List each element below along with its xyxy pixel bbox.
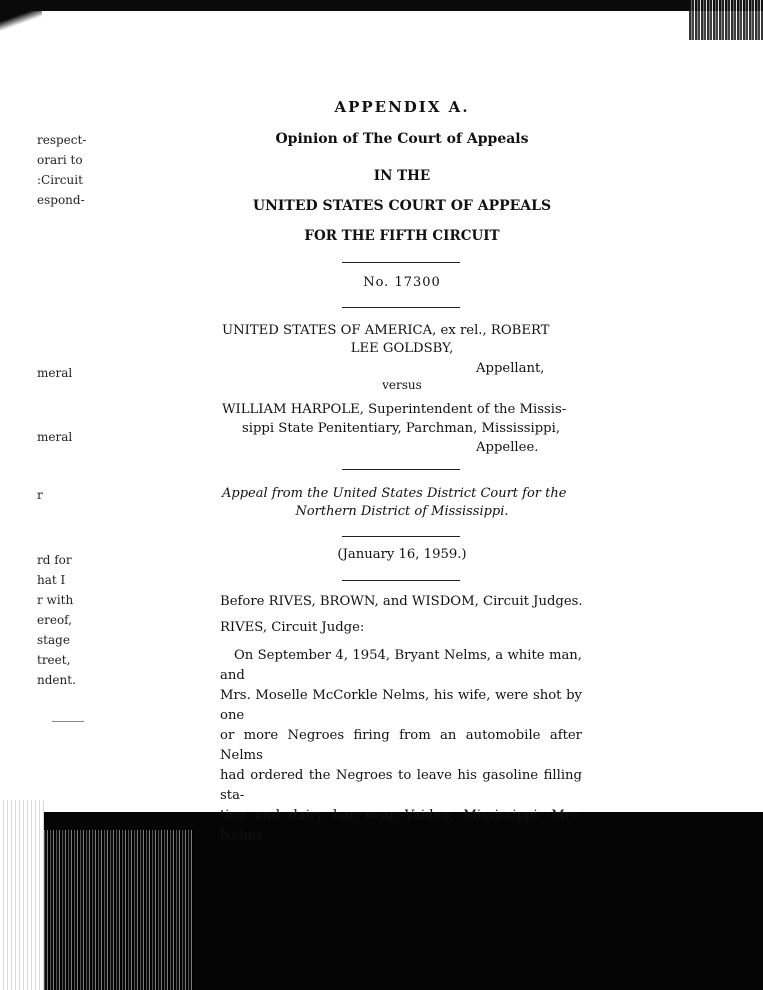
margin-line: ndent. (37, 673, 76, 687)
margin-note-meral-1: meral (37, 366, 73, 380)
margin-line: r with (37, 593, 74, 607)
margin-line: respect- (37, 133, 87, 147)
appendix-heading (212, 98, 592, 116)
party-defendant-line-1: WILLIAM HARPOLE, Superintendent of the Missis- (222, 402, 567, 417)
scan-bottom-streak (44, 830, 194, 990)
appellee-label: Appellee. (476, 440, 539, 455)
paragraph-line: tion and dairy bar near Vaiden, Mississippi. Mrs. Nelms (220, 808, 582, 843)
margin-note-meral-2: meral (37, 430, 73, 444)
scan-right-edge (689, 0, 763, 40)
party-defendant-line-2: sippi State Penitentiary, Parchman, Mississippi, (242, 421, 561, 436)
appendix-title: APPENDIX A. (334, 98, 470, 116)
margin-line: rd for (37, 553, 72, 567)
margin-line: espond- (37, 193, 85, 207)
circuit-name: FOR THE FIFTH CIRCUIT (304, 228, 500, 244)
paragraph-line: or more Negroes firing from an automobile after Nelms (220, 728, 582, 763)
court-name: UNITED STATES COURT OF APPEALS (252, 198, 552, 214)
paragraph-line: had ordered the Negroes to leave his gasoline filling sta- (220, 768, 582, 803)
margin-note-group-1 (37, 130, 86, 210)
in-the-label: IN THE (373, 168, 431, 184)
paragraph-line: Mrs. Moselle McCorkle Nelms, his wife, were shot by one (220, 688, 582, 723)
paragraph-line: On September 4, 1954, Bryant Nelms, a white man, and (220, 648, 582, 683)
decision-date: (January 16, 1959.) (337, 547, 467, 562)
margin-line: :Circuit (37, 173, 83, 187)
margin-line: stage (37, 633, 70, 647)
divider-rule (342, 536, 460, 537)
before-judges: Before RIVES, BROWN, and WISDOM, Circuit Judges. (220, 594, 583, 609)
party-plaintiff-line-1: UNITED STATES OF AMERICA, ex rel., ROBERT (222, 323, 550, 338)
divider-rule (342, 307, 460, 308)
scan-top-corner (0, 8, 42, 32)
versus-label: versus (382, 378, 422, 392)
margin-dash (52, 721, 84, 722)
party-plaintiff-line-2: LEE GOLDSBY, (350, 341, 454, 356)
divider-rule (342, 469, 460, 470)
appeal-line-1: Appeal from the United States District Court for the (222, 486, 567, 501)
opinion-subtitle: Opinion of The Court of Appeals (275, 131, 529, 147)
divider-rule (342, 580, 460, 581)
opinion-author: RIVES, Circuit Judge: (220, 620, 365, 635)
opinion-paragraph (220, 646, 582, 846)
margin-note-r: r (37, 488, 43, 502)
margin-line: ereof, (37, 613, 72, 627)
scan-bottom-left-edge (0, 800, 44, 990)
appeal-line-2: Northern District of Mississippi. (295, 504, 509, 519)
margin-note-group-2 (37, 550, 76, 690)
margin-line: orari to (37, 153, 83, 167)
case-number: No. 17300 (363, 275, 441, 290)
margin-line: treet, (37, 653, 71, 667)
margin-line: hat I (37, 573, 66, 587)
appellant-label: Appellant, (476, 361, 545, 376)
scan-top-border (0, 0, 763, 11)
divider-rule (342, 262, 460, 263)
